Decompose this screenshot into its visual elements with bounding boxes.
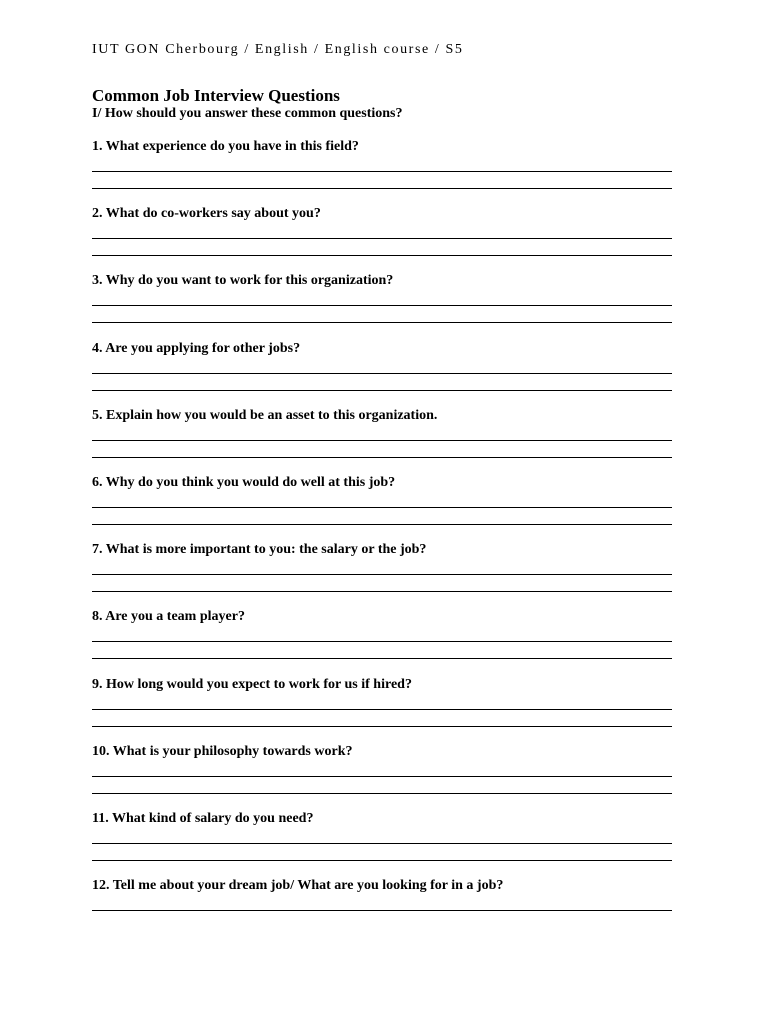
question-item <box>92 609 672 676</box>
page-title: Common Job Interview Questions <box>92 86 340 105</box>
question-item <box>92 878 672 945</box>
question-text: 4. Are you applying for other jobs? <box>92 340 301 356</box>
answer-line[interactable] <box>92 777 672 794</box>
answer-line[interactable] <box>92 693 672 710</box>
question-text: 11. What kind of salary do you need? <box>92 810 314 826</box>
question-text: 3. Why do you want to work for this organization? <box>92 273 394 289</box>
question-item <box>92 139 672 206</box>
answer-line[interactable] <box>92 155 672 172</box>
answer-line[interactable] <box>92 508 672 525</box>
answer-line[interactable] <box>92 374 672 391</box>
answer-line[interactable] <box>92 491 672 508</box>
question-item <box>92 744 672 811</box>
answer-line[interactable] <box>92 239 672 256</box>
answer-line[interactable] <box>92 894 672 911</box>
answer-line[interactable] <box>92 289 672 306</box>
course-header: IUT GON Cherbourg / English / English course / S5 <box>92 42 464 57</box>
answer-line[interactable] <box>92 172 672 189</box>
question-item <box>92 206 672 273</box>
question-text: 2. What do co-workers say about you? <box>92 206 321 222</box>
question-item <box>92 542 672 609</box>
answer-line[interactable] <box>92 710 672 727</box>
answer-line[interactable] <box>92 827 672 844</box>
answer-line[interactable] <box>92 441 672 458</box>
section-subtitle: I/ How should you answer these common questions? <box>92 106 403 121</box>
question-item <box>92 811 672 878</box>
answer-line[interactable] <box>92 642 672 659</box>
question-text: 10. What is your philosophy towards work? <box>92 743 353 759</box>
answer-line[interactable] <box>92 844 672 861</box>
question-list <box>92 139 672 945</box>
question-text: 6. Why do you think you would do well at this job? <box>92 474 396 490</box>
question-item <box>92 677 672 744</box>
question-item <box>92 341 672 408</box>
question-text: 9. How long would you expect to work for us if hired? <box>92 676 412 692</box>
question-text: 8. Are you a team player? <box>92 609 245 625</box>
answer-line[interactable] <box>92 625 672 642</box>
answer-line[interactable] <box>92 424 672 441</box>
question-text: 7. What is more important to you: the salary or the job? <box>92 542 427 558</box>
answer-line[interactable] <box>92 306 672 323</box>
question-text: 5. Explain how you would be an asset to this organization. <box>92 407 438 423</box>
answer-line[interactable] <box>92 760 672 777</box>
question-item <box>92 408 672 475</box>
answer-line[interactable] <box>92 222 672 239</box>
answer-line[interactable] <box>92 575 672 592</box>
answer-line[interactable] <box>92 357 672 374</box>
question-text: 1. What experience do you have in this field? <box>92 139 359 154</box>
answer-line[interactable] <box>92 558 672 575</box>
question-text: 12. Tell me about your dream job/ What are you looking for in a job? <box>92 878 504 894</box>
question-item <box>92 475 672 542</box>
question-item <box>92 273 672 340</box>
